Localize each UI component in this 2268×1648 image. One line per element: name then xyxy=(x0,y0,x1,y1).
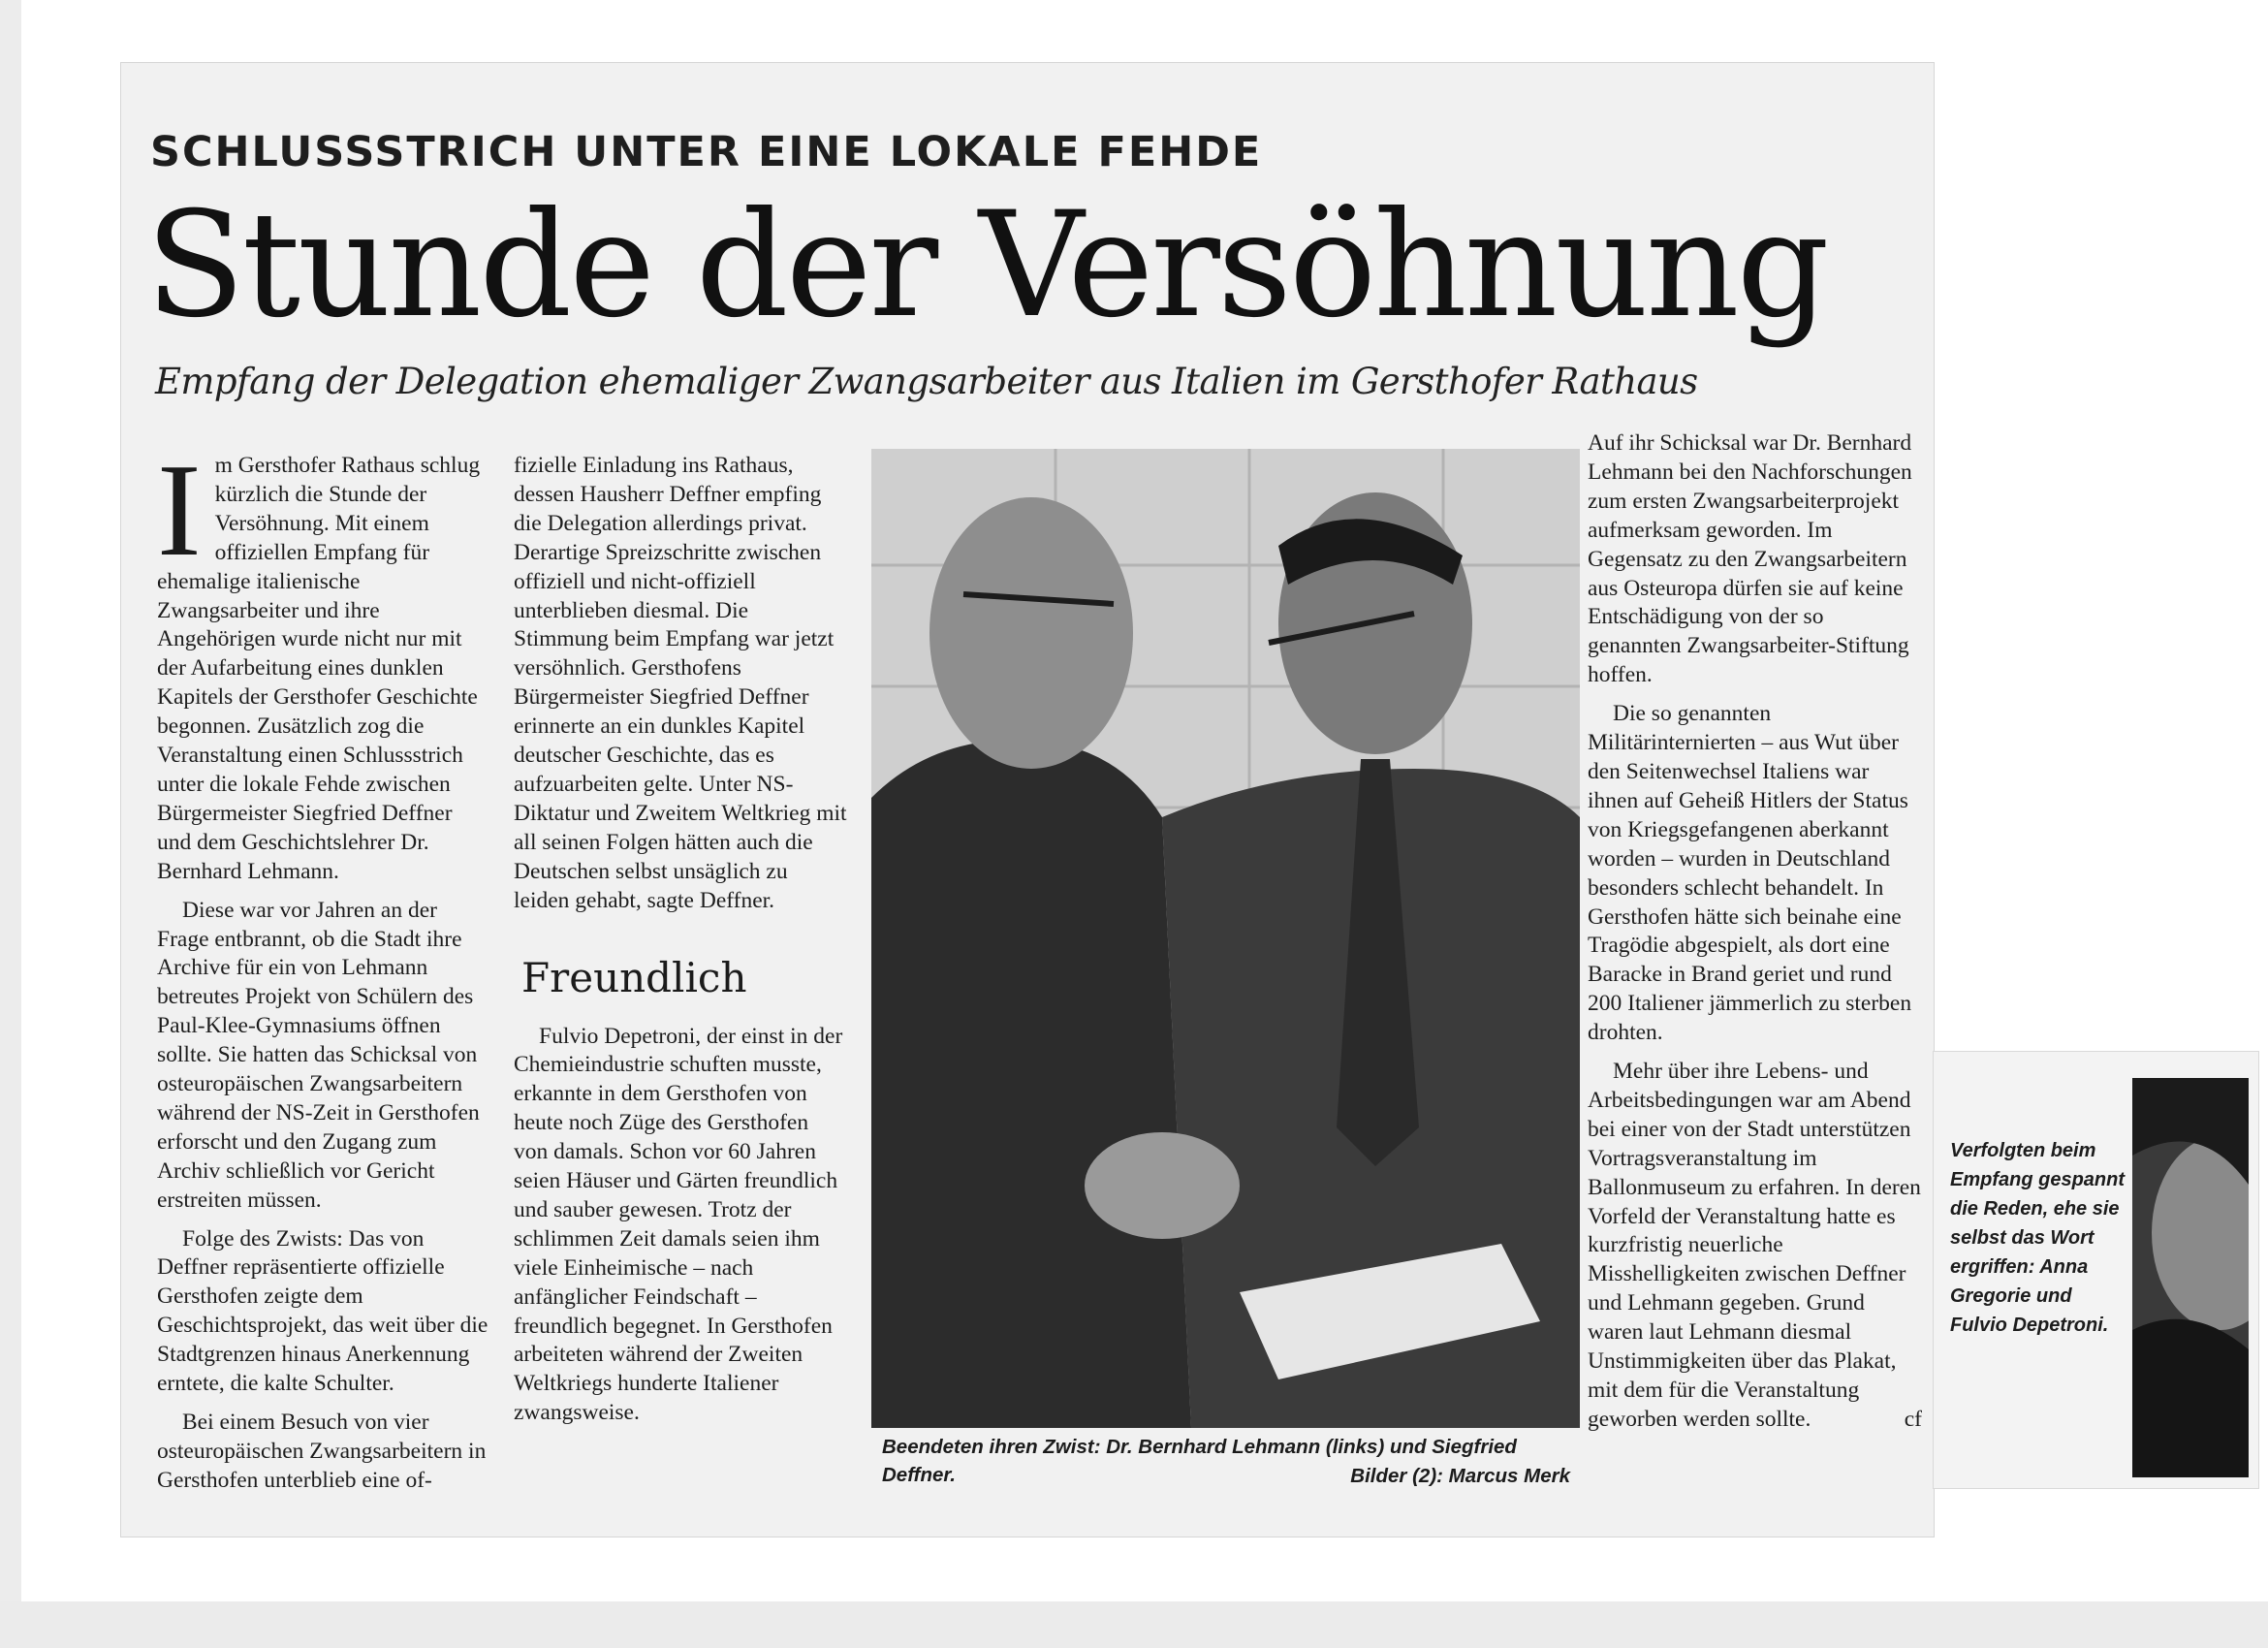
author-signature: cf xyxy=(1904,1406,1922,1432)
text-column-3 xyxy=(1588,429,1922,1435)
paragraph-text: m Gersthofer Rathaus schlug kürzlich die Stunde der Versöhnung. Mit einem offiziellen Empfang für ehemalige italienische Zwangsarbeiter und ihre Angehörigen wurde nicht nur mit der Aufarbeitung eines dunklen Kapitels der Gersthofer Geschichte begonnen. Zusätzlich zog die Veranstaltung einen Schlussstrich unter die lokale Fehde zwischen Bürgermeister Siegfried Deffner und dem Geschichtslehrer Dr. Bernhard Lehmann. xyxy=(157,453,481,884)
paragraph: Diese war vor Jahren an der Frage entbrannt, ob die Stadt ihre Archive für ein von Lehmann betreutes Projekt von Schülern des Paul-Klee-Gymnasiums öffnen sollte. Sie hatten das Schicksal von osteuropäischen Zwangsarbeitern während der NS-Zeit in Gersthofen erforscht und den Zugang zum Archiv schließlich vor Gericht erstreiten müssen. xyxy=(157,897,480,1213)
photo-caption: Beendeten ihren Zwist: Dr. Bernhard Lehmann (links) und Siegfried Deffner. xyxy=(882,1436,1517,1486)
article-headline: Stunde der Versöhnung xyxy=(145,181,1827,350)
handshake-photo xyxy=(871,449,1580,1428)
text-column-1 xyxy=(157,436,491,1496)
scan-edge-bottom xyxy=(0,1601,2268,1648)
photo-illustration xyxy=(871,449,1580,1428)
section-subheading: Freundlich xyxy=(521,953,747,1001)
drop-cap: I xyxy=(157,436,202,584)
photo-credit: Bilder (2): Marcus Merk xyxy=(1350,1465,1570,1487)
paragraph xyxy=(157,436,491,887)
paragraph: Die so genannten Militärinternierten – aus Wut über den Seitenwechsel Italiens war ihnen auf Geheiß Hitlers der Status von Kriegsgefangenen aberkannt worden – wurden in Deutschland besonders schlecht behandelt. In Gersthofen hätte sich beinahe eine Tragödie abgespielt, als dort eine Baracke in Brand geriet und rund 200 Italiener jämmerlich zu sterben drohten. xyxy=(1588,701,1912,1046)
paragraph xyxy=(1588,1058,1922,1435)
side-portrait-photo xyxy=(2132,1078,2249,1477)
portrait-illustration xyxy=(2132,1078,2249,1477)
side-photo-caption: Verfolgten beim Empfang gespannt die Reden, ehe sie selbst das Wort ergriffen: Anna Gregorie und Fulvio Depetroni. xyxy=(1950,1140,2126,1336)
paragraph: Fulvio Depetroni, der einst in der Chemieindustrie schuften musste, erkannte in dem Gersthofen von heute noch Züge des Gersthofen von damals. Schon vor 60 Jahren seien Häuser und Gärten freundlich und sauber gewesen. Trotz der schlimmen Zeit damals seien ihm viele Einheimische – nach anfänglicher Feindschaft – freundlich begegnet. In Gersthofen arbeiteten während der Zweiten Weltkriegs hunderte Italiener zwangsweise. xyxy=(514,1023,843,1426)
article-kicker: SCHLUSSSTRICH UNTER EINE LOKALE FEHDE xyxy=(150,128,1263,176)
paragraph: Auf ihr Schicksal war Dr. Bernhard Lehmann bei den Nachforschungen zum ersten Zwangsarbeiterprojekt aufmerksam geworden. Im Gegensatz zu den Zwangsarbeitern aus Osteuropa dürfen sie auf keine Entschädigung von der so genannten Zwangsarbeiter-Stiftung hoffen. xyxy=(1588,430,1912,688)
article-subheadline: Empfang der Delegation ehemaliger Zwangsarbeiter aus Italien im Gersthofer Rathaus xyxy=(155,361,1698,402)
paragraph: Bei einem Besuch von vier osteuropäischen Zwangsarbeitern in Gersthofen unterblieb eine of- xyxy=(157,1410,487,1493)
text-column-2 xyxy=(514,452,848,1428)
paragraph: fizielle Einladung ins Rathaus, dessen Hausherr Deffner empfing die Delegation allerdings privat. Derartige Spreizschritte zwischen offiziell und nicht-offiziell unterblieben diesmal. Die Stimmung beim Empfang war jetzt versöhnlich. Gersthofens Bürgermeister Siegfried Deffner erinnerte an ein dunkles Kapitel deutscher Geschichte, das es aufzuarbeiten gelte. Unter NS-Diktatur und Zweitem Weltkrieg mit all seinen Folgen hätten auch die Deutschen selbst unsäglich zu leiden gehabt, sagte Deffner. xyxy=(514,453,847,913)
paragraph-text: Mehr über ihre Lebens- und Arbeitsbedingungen war am Abend bei einer von der Stadt unterstützen Vortragsveranstaltung im Ballonmuseum zu erfahren. In deren Vorfeld der Veranstaltung hatte es kurzfristig neuerliche Misshelligkeiten zwischen Deffner und Lehmann gegeben. Grund waren laut Lehmann diesmal Unstimmigkeiten über das Plakat, mit dem für die Veranstaltung geworben werden sollte. xyxy=(1588,1059,1921,1432)
paragraph: Folge des Zwists: Das von Deffner repräsentierte offizielle Gersthofen zeigte dem Geschichtsprojekt, das weit über die Stadtgrenzen hinaus Anerkennung erntete, die kalte Schulter. xyxy=(157,1225,488,1397)
scan-edge-left xyxy=(0,0,21,1648)
